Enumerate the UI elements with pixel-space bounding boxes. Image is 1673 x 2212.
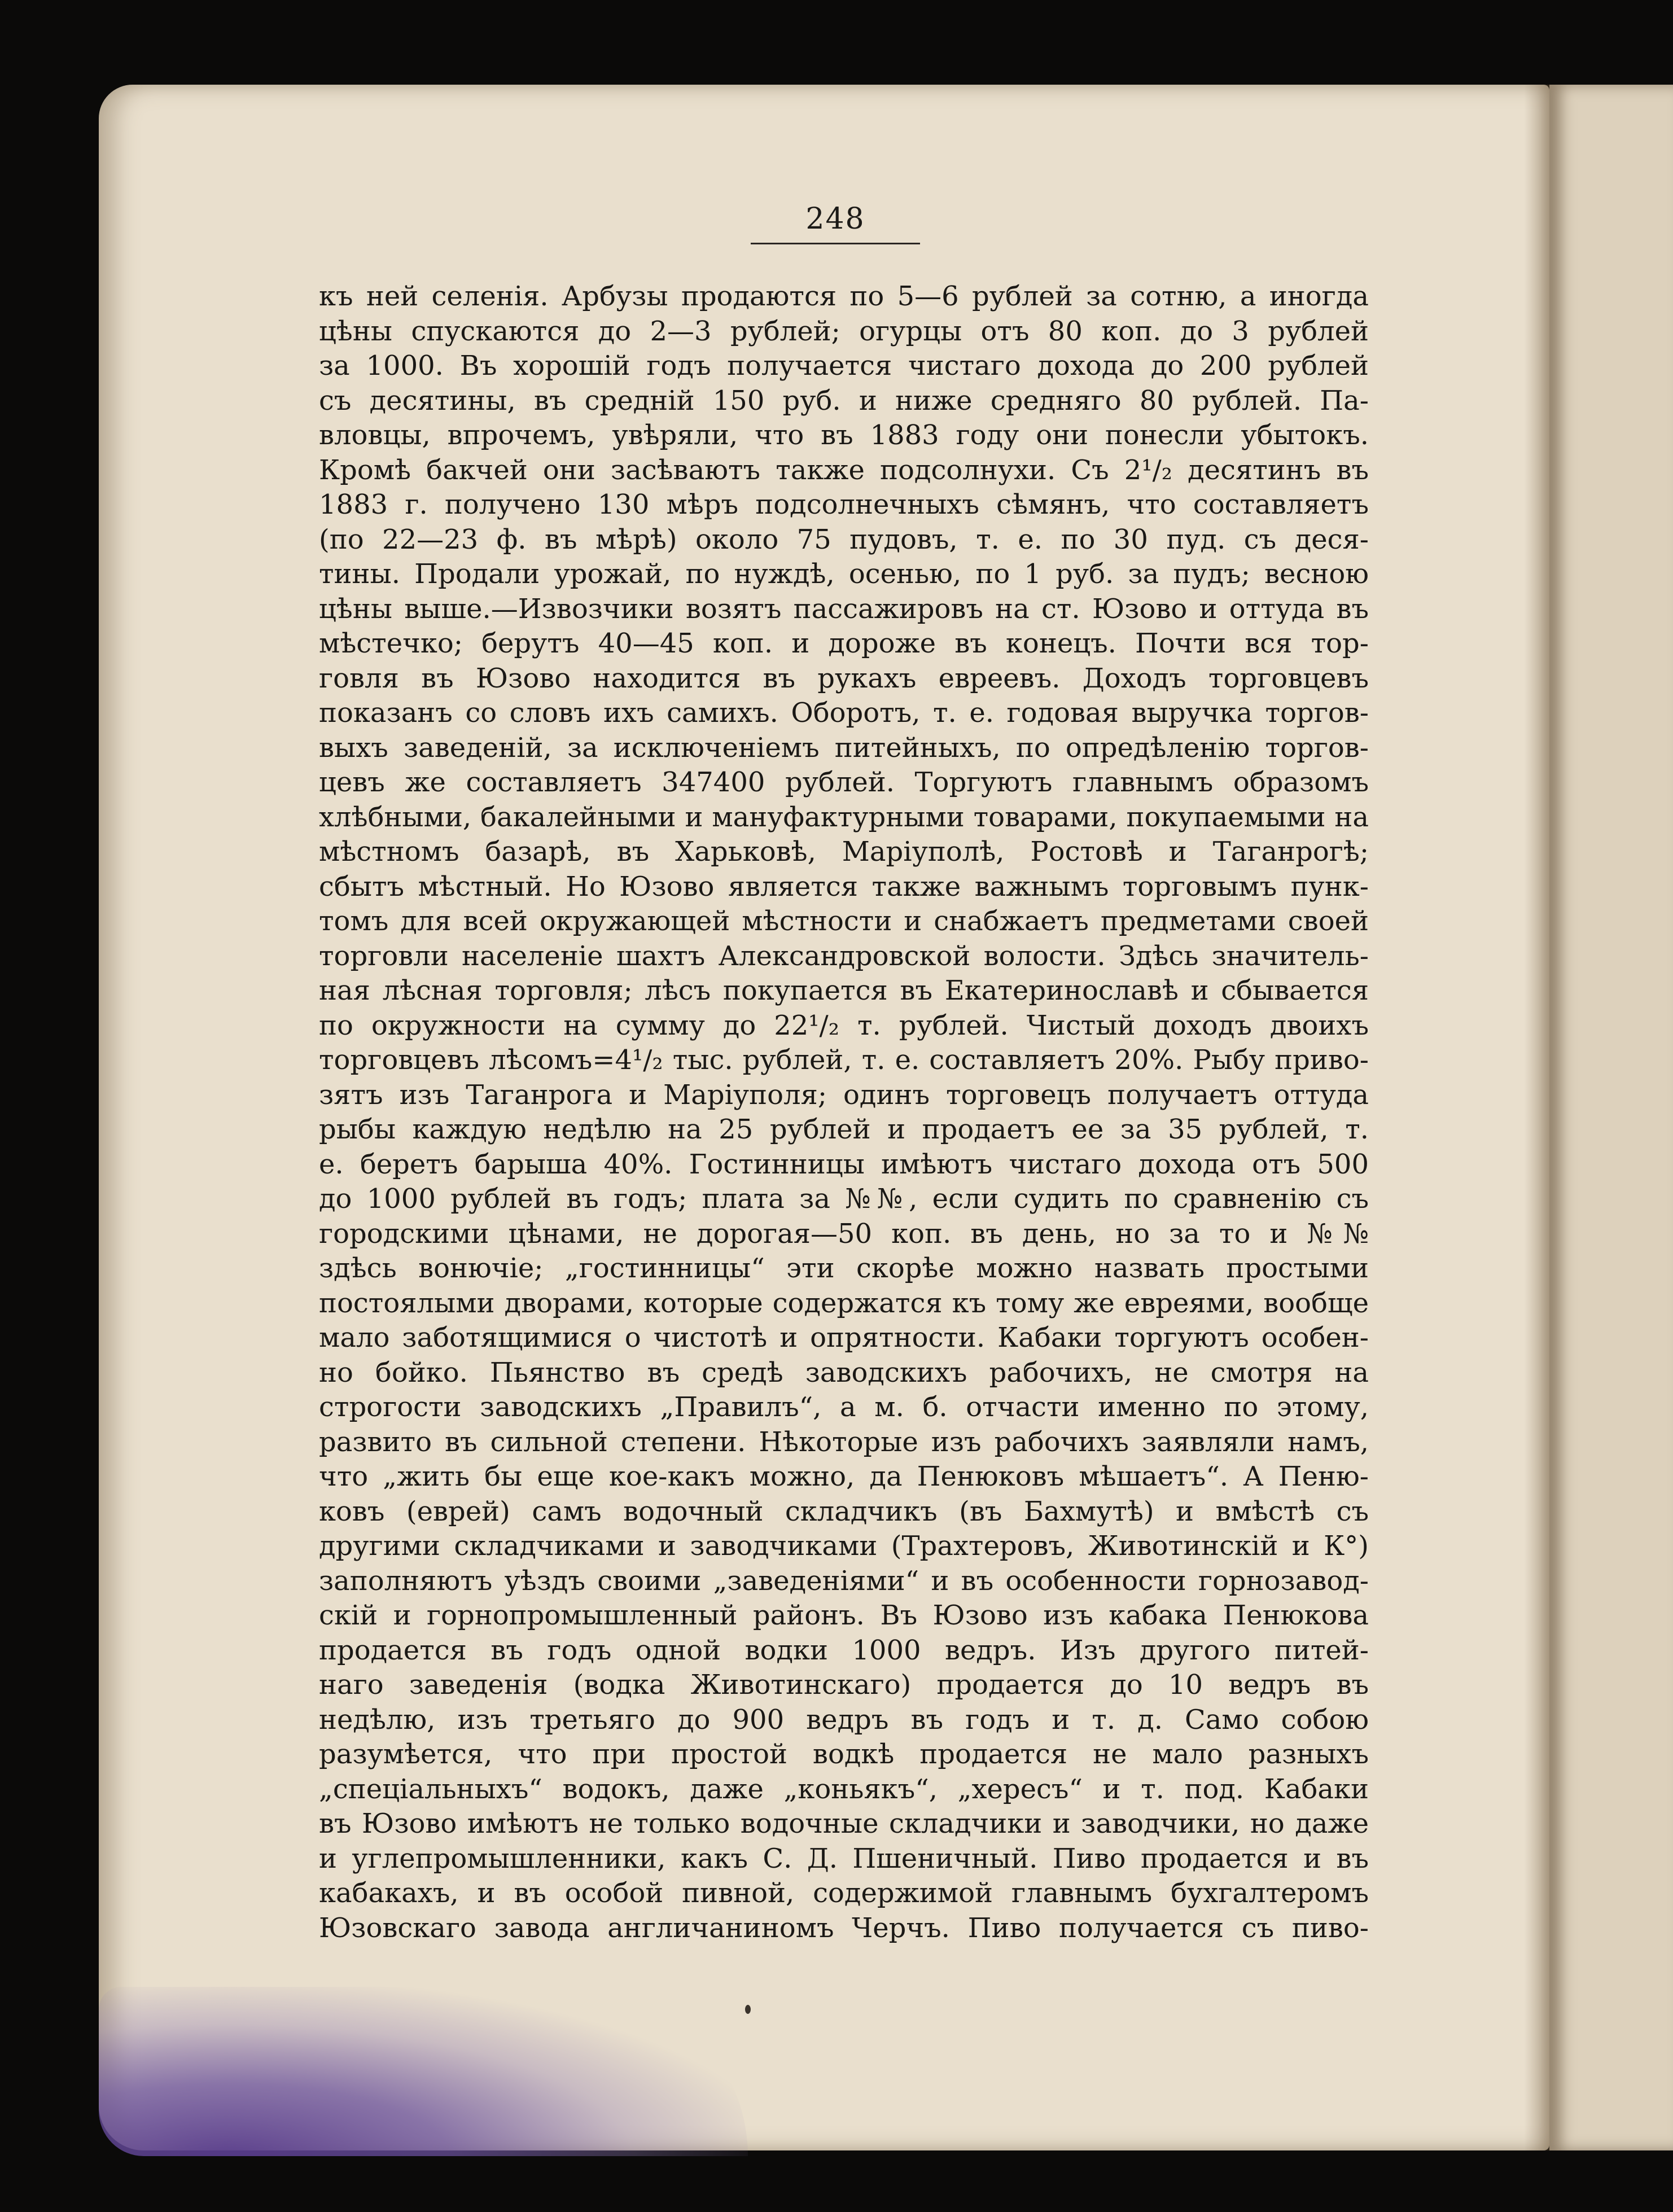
text-line: наго заведенія (водка Животинскаго) продается до 10 ведръ въ xyxy=(319,1669,1369,1701)
text-line: Юзовскаго завода англичаниномъ Черчъ. Пиво получается съ пиво- xyxy=(319,1912,1369,1944)
text-line: томъ для всей окружающей мѣстности и снабжаетъ предметами своей xyxy=(319,905,1369,937)
text-line: съ десятины, въ средній 150 руб. и ниже средняго 80 рублей. Па- xyxy=(319,384,1369,417)
text-line: показанъ со словъ ихъ самихъ. Оборотъ, т. е. годовая выручка торгов- xyxy=(319,697,1369,729)
ink-stain xyxy=(99,1987,748,2156)
text-line: но бойко. Пьянство въ средѣ заводскихъ рабочихъ, не смотря на xyxy=(319,1356,1369,1388)
text-line: сбытъ мѣстный. Но Юзово является также важнымъ торговымъ пунк- xyxy=(319,870,1369,903)
text-line: и углепромышленники, какъ С. Д. Пшеничный. Пиво продается и въ xyxy=(319,1842,1369,1874)
text-line: цѣны спускаются до 2—3 рублей; огурцы отъ 80 коп. до 3 рублей xyxy=(319,315,1369,347)
text-line: скій и горнопромышленный районъ. Въ Юзово изъ кабака Пенюкова xyxy=(319,1600,1369,1631)
text-line: зятъ изъ Таганрога и Маріуполя; одинъ торговецъ получаетъ оттуда xyxy=(319,1079,1369,1111)
text-line: Кромѣ бакчей они засѣваютъ также подсолнухи. Съ 2¹/₂ десятинъ въ xyxy=(319,454,1369,486)
page-number: 248 xyxy=(805,202,865,236)
text-line: кабакахъ, и въ особой пивной, содержимой главнымъ бухгалтеромъ xyxy=(319,1877,1369,1909)
text-line: по окружности на сумму до 22¹/₂ т. рублей. Чистый доходъ двоихъ xyxy=(319,1009,1369,1041)
text-line: 1883 г. получено 130 мѣръ подсолнечныхъ сѣмянъ, что составляетъ xyxy=(319,489,1369,520)
text-line: „спеціальныхъ“ водокъ, даже „коньякъ“, „хересъ“ и т. под. Кабаки xyxy=(319,1773,1369,1805)
text-line: мѣстномъ базарѣ, въ Харьковѣ, Маріуполѣ, Ростовѣ и Таганрогѣ; xyxy=(319,836,1369,868)
text-line: торговли населеніе шахтъ Александровской волости. Здѣсь значитель- xyxy=(319,940,1369,972)
text-line: что „жить бы еще кое-какъ можно, да Пенюковъ мѣшаетъ“. А Пеню- xyxy=(319,1461,1369,1492)
text-line: вловцы, впрочемъ, увѣряли, что въ 1883 году они понесли убытокъ. xyxy=(319,419,1369,451)
text-line: рыбы каждую недѣлю на 25 рублей и продаетъ ее за 35 рублей, т. xyxy=(319,1114,1369,1145)
text-line: городскими цѣнами, не дорогая—50 коп. въ день, но за то и №№ xyxy=(319,1217,1369,1250)
ink-dot xyxy=(745,2005,751,2014)
text-line: за 1000. Въ хорошій годъ получается чистаго дохода до 200 рублей xyxy=(319,350,1369,382)
text-line: постоялыми дворами, которые содержатся къ тому же евреями, вообще xyxy=(319,1287,1369,1319)
text-line: е. беретъ барыша 40%. Гостинницы имѣютъ чистаго дохода отъ 500 xyxy=(319,1148,1369,1180)
text-line: до 1000 рублей въ годъ; плата за №№, если судить по сравненію съ xyxy=(319,1183,1369,1215)
text-line: ковъ (еврей) самъ водочный складчикъ (въ Бахмутѣ) и вмѣстѣ съ xyxy=(319,1495,1369,1527)
text-line: строгости заводскихъ „Правилъ“, а м. б. отчасти именно по этому, xyxy=(319,1391,1369,1423)
text-line: торговцевъ лѣсомъ=4¹/₂ тыс. рублей, т. е. составляетъ 20%. Рыбу приво- xyxy=(319,1044,1369,1076)
text-line: недѣлю, изъ третьяго до 900 ведръ въ годъ и т. д. Само собою xyxy=(319,1703,1369,1736)
text-line: развито въ сильной степени. Нѣкоторые изъ рабочихъ заявляли намъ, xyxy=(319,1426,1369,1458)
text-line: тины. Продали урожай, по нуждѣ, осенью, по 1 руб. за пудъ; весною xyxy=(319,558,1369,590)
text-line: здѣсь вонючіе; „гостинницы“ эти скорѣе можно назвать простыми xyxy=(319,1252,1369,1284)
text-line: къ ней селенія. Арбузы продаются по 5—6 рублей за сотню, а иногда xyxy=(319,281,1369,312)
body-text xyxy=(319,279,1369,1946)
text-line: продается въ годъ одной водки 1000 ведръ. Изъ другого питей- xyxy=(319,1634,1369,1666)
text-line: мѣстечко; берутъ 40—45 коп. и дороже въ конецъ. Почти вся тор- xyxy=(319,628,1369,659)
text-line: (по 22—23 ф. въ мѣрѣ) около 75 пудовъ, т. е. по 30 пуд. съ деся- xyxy=(319,523,1369,555)
text-line: хлѣбными, бакалейными и мануфактурными товарами, покупаемыми на xyxy=(319,801,1369,833)
next-page-edge xyxy=(1549,85,1673,2150)
text-line: цевъ же составляетъ 347400 рублей. Торгуютъ главнымъ образомъ xyxy=(319,766,1369,798)
text-line: въ Юзово имѣютъ не только водочные складчики и заводчики, но даже xyxy=(319,1808,1369,1839)
text-line: разумѣется, что при простой водкѣ продается не мало разныхъ xyxy=(319,1738,1369,1770)
text-line: ная лѣсная торговля; лѣсъ покупается въ Екатеринославѣ и сбывается xyxy=(319,975,1369,1006)
text-line: выхъ заведеній, за исключеніемъ питейныхъ, по опредѣленію торгов- xyxy=(319,732,1369,764)
page-number-rule xyxy=(751,243,920,244)
text-line: другими складчиками и заводчиками (Трахтеровъ, Животинскій и К°) xyxy=(319,1530,1369,1562)
text-line: говля въ Юзово находится въ рукахъ евреевъ. Доходъ торговцевъ xyxy=(319,662,1369,694)
text-line: цѣны выше.—Извозчики возятъ пассажировъ на ст. Юзово и оттуда въ xyxy=(319,593,1369,625)
text-line: мало заботящимися о чистотѣ и опрятности. Кабаки торгуютъ особен- xyxy=(319,1322,1369,1354)
text-line: заполняютъ уѣздъ своими „заведеніями“ и въ особенности горнозавод- xyxy=(319,1565,1369,1597)
